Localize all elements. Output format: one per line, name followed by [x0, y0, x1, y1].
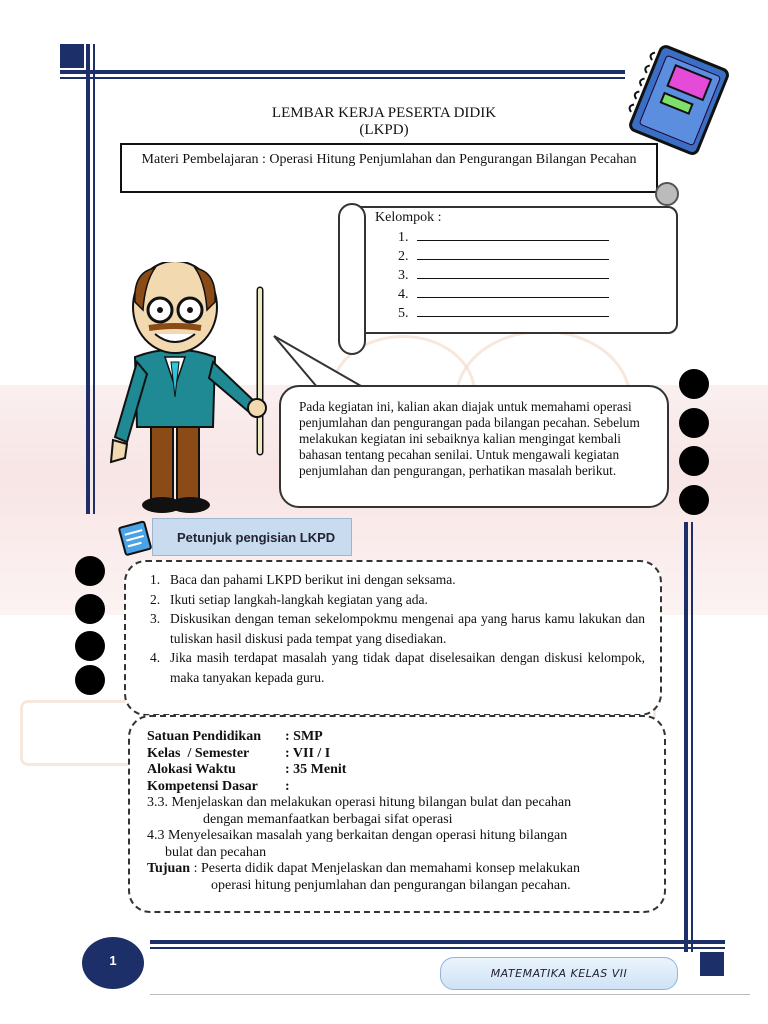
kelompok-name-line[interactable]	[417, 228, 609, 241]
info-kd2-cont	[147, 845, 657, 862]
kelompok-number: 4.	[398, 287, 409, 302]
kelompok-row	[398, 285, 609, 303]
kelompok-number: 1.	[398, 230, 409, 245]
info-kd1-cont	[147, 812, 657, 829]
info-kd2	[147, 828, 657, 845]
decor-dot	[75, 556, 105, 586]
notebook-icon	[622, 38, 742, 158]
frame-right-line-thin	[691, 522, 693, 952]
title-main: LEMBAR KERJA PESERTA DIDIK	[271, 105, 497, 121]
info-value: : VII / I	[285, 745, 331, 761]
note-pencil-icon	[114, 518, 158, 558]
footer-subject-text: MATEMATIKA KELAS VII	[490, 967, 628, 980]
info-satuan	[147, 729, 657, 746]
kelompok-row	[398, 228, 609, 246]
info-alokasi	[147, 762, 657, 779]
materi-box	[120, 143, 658, 193]
tujuan-label: Tujuan	[147, 861, 191, 876]
list-item-text: Baca dan pahami LKPD berikut ini dengan seksama.	[170, 572, 456, 587]
tujuan-line2: operasi hitung penjumlahan dan pengurangan bilangan pecahan.	[211, 877, 571, 893]
tujuan-line1: : Peserta didik dapat Menjelaskan dan memahami konsep melakukan	[193, 861, 581, 876]
page-number-badge	[82, 937, 144, 989]
decor-dot	[679, 369, 709, 399]
footer-subject-label	[440, 957, 678, 990]
kelompok-number: 3.	[398, 268, 409, 283]
info-label: Kompetensi Dasar	[147, 778, 258, 794]
info-label: Kelas / Semester	[147, 745, 250, 761]
decor-dot	[679, 408, 709, 438]
kelompok-row	[398, 266, 609, 284]
kd2-line2: bulat dan pecahan	[165, 844, 267, 860]
frame-bottom-line	[150, 940, 725, 944]
speech-text: Pada kegiatan ini, kalian akan diajak untuk memahami operasi penjumlahan dan pengurangan pada bilangan pecahan. Sebelum melakukan kegiatan ini sebaiknya kalian mengingat kembali bahasan tentang pecahan senilai. Untuk mengawali kegiatan penjumlahan dan pengurangan, perhatikan masalah berikut.	[299, 399, 640, 478]
frame-right-line	[684, 522, 688, 952]
info-details	[147, 729, 657, 894]
frame-corner-square	[60, 44, 84, 68]
kelompok-name-line[interactable]	[417, 304, 609, 317]
kelompok-name-line[interactable]	[417, 285, 609, 298]
frame-top-line	[60, 70, 625, 74]
list-item	[150, 648, 645, 687]
kd1-line2: dengan memanfaatkan berbagai sifat operasi	[203, 811, 453, 827]
petunjuk-label	[152, 518, 352, 556]
page-number: 1	[109, 953, 117, 968]
kd1-line1: 3.3. Menjelaskan dan melakukan operasi hitung bilangan bulat dan pecahan	[147, 795, 572, 810]
list-item-number: 4.	[150, 650, 161, 665]
info-value: :	[285, 778, 290, 794]
kelompok-name-line[interactable]	[417, 266, 609, 279]
kd2-line1: 4.3 Menyelesaikan masalah yang berkaitan dengan operasi hitung bilangan	[147, 828, 568, 843]
info-tujuan-cont	[147, 878, 657, 895]
kelompok-number: 2.	[398, 249, 409, 264]
list-item	[150, 570, 645, 590]
frame-corner-square	[700, 952, 724, 976]
footer-underline	[150, 994, 750, 995]
decor-dot	[75, 631, 105, 661]
list-item-number: 1.	[150, 572, 161, 587]
list-item-text: Diskusikan dengan teman sekelompokmu mengenai apa yang harus kamu lakukan dan tuliskan hasil diskusi pada tempat yang disediakan.	[170, 611, 645, 646]
speech-bubble	[279, 385, 669, 508]
list-item-text: Jika masih terdapat masalah yang tidak dapat diselesaikan dengan diskusi kelompok, maka tanyakan kepada guru.	[170, 650, 645, 685]
list-item	[150, 609, 645, 648]
list-item	[150, 590, 645, 610]
frame-bottom-line-thin	[150, 947, 725, 949]
list-item-number: 2.	[150, 591, 161, 607]
scroll-curl-right	[655, 182, 679, 206]
decor-dot	[679, 485, 709, 515]
decor-dot	[75, 594, 105, 624]
decor-dot	[679, 446, 709, 476]
info-kompetensi	[147, 779, 657, 796]
materi-text: Materi Pembelajaran : Operasi Hitung Penjumlahan dan Pengurangan Bilangan Pecahan	[141, 152, 637, 167]
petunjuk-label-text: Petunjuk pengisian LKPD	[177, 530, 336, 545]
teacher-illustration	[105, 262, 285, 522]
info-value: : SMP	[285, 729, 323, 744]
page-title	[0, 105, 768, 139]
list-item-text: Ikuti setiap langkah-langkah kegiatan yang ada.	[170, 591, 428, 607]
petunjuk-list	[150, 570, 645, 687]
kelompok-number: 5.	[398, 306, 409, 321]
frame-top-line-thin	[60, 77, 625, 79]
kelompok-name-line[interactable]	[417, 247, 609, 260]
info-kelas	[147, 746, 657, 763]
kelompok-label: Kelompok :	[375, 210, 442, 225]
info-kd1	[147, 795, 657, 812]
list-item-number: 3.	[150, 611, 161, 626]
info-label: Satuan Pendidikan	[147, 729, 261, 744]
info-tujuan	[147, 861, 657, 878]
title-sub: (LKPD)	[359, 122, 409, 138]
decor-dot	[75, 665, 105, 695]
kelompok-row	[398, 304, 609, 322]
info-value: : 35 Menit	[285, 762, 347, 777]
info-label: Alokasi Waktu	[147, 762, 236, 777]
kelompok-row	[398, 247, 609, 265]
